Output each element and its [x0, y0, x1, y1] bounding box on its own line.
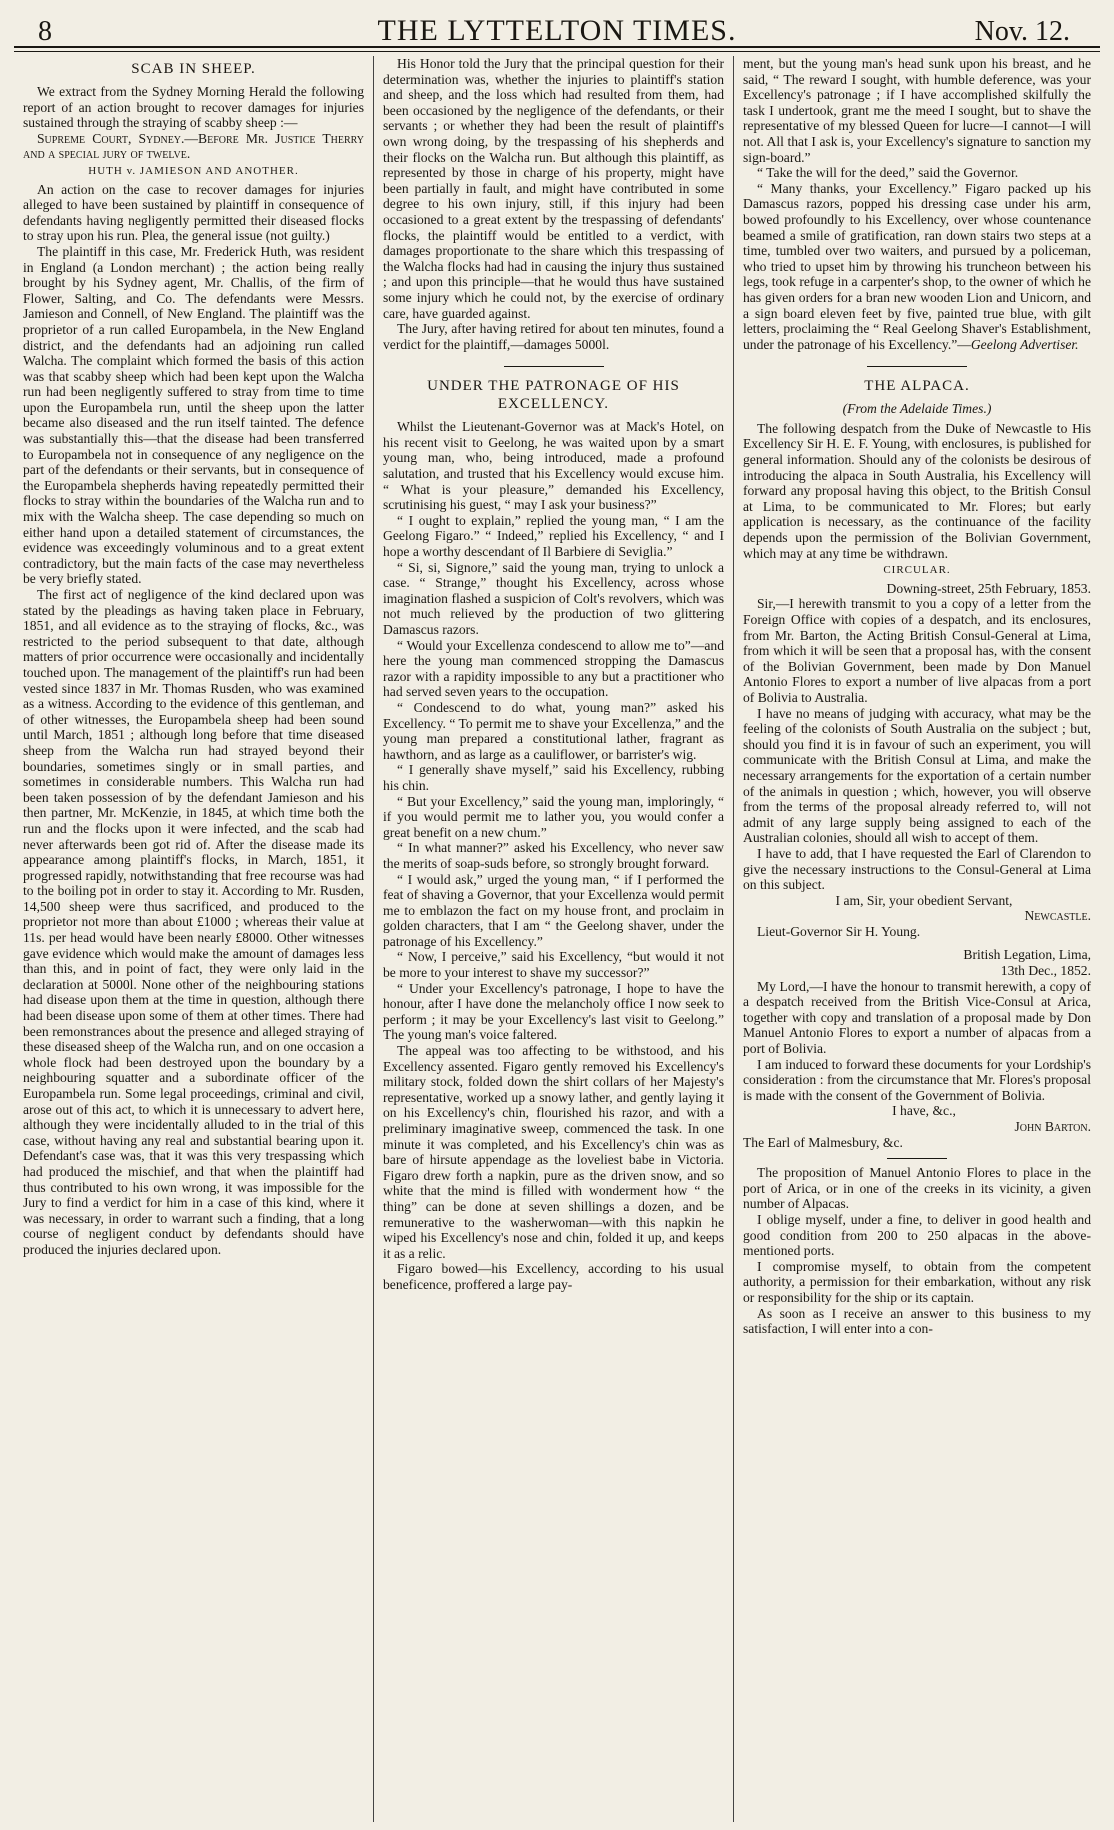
article-paragraph: An action on the case to recover damages for injuries alleged to have been sustained by plaintiff in consequence of defendants having negligently permitted their diseased flocks to stray upon his run. Plea, the general issue (not guilty.): [23, 181, 364, 244]
article-paragraph: Figaro bowed—his Excellency, according to his usual beneficence, proffered a large pay-: [383, 1261, 724, 1292]
article-paragraph: “ Now, I perceive,” said his Excellency, “but would it not be more to your interest to shave my successor?”: [383, 949, 724, 981]
addressee: The Earl of Malmesbury, &c.: [743, 1134, 903, 1150]
columns: [14, 56, 1100, 1822]
article-paragraph: The Jury, after having retired for about ten minutes, found a verdict for the plaintiff,—damages 5000l.: [383, 321, 724, 352]
article-paragraph: The plaintiff in this case, Mr. Frederick Huth, was resident in England (a London merchant) ; the action being really brought by his Sydney agent, Mr. Challis, of the firm of Flower, Salting, and Co. The defendants were Messrs. Jamieson and Connell, of New England. The plaintiff was the proprietor of a run called Europambela, in the New England district, and the defendants had an adjoining run called Walcha. The complaint which formed the basis of this action was that scabby sheep which had been kept upon the Walcha run had been negligently suffered to stray from time to time upon the Europambela run, until the sheep upon the latter became also diseased and the run itself tainted. The defence was substantially this—that the disease had been transferred to Europambela not in consequence of any negligence on the part of the defendants or their servants, but in consequence of the Europambela shepherds having repeatedly permitted their flocks to stray within the boundaries of the Walcha run and to mix with the Walcha sheep. The case depending so much on either hand upon a detailed statement of circumstances, the evidence was exceedingly voluminous and to a great extent contradictory, but the main facts of the case may nevertheless be very briefly stated.: [23, 243, 364, 587]
article-paragraph: The appeal was too affecting to be withstood, and his Excellency assented. Figaro gently removed his Excellency's military stock, folded down the shirt collars of her Majesty's representative, worked up a snowy lather, and gently laying it on his Excellency's chin, flourished his razor, and with a preliminary imaginative sweep, commenced the task. In one minute it was completed, and his Excellency's chin was as bare of hirsute appendage as the loveliest babe in Victoria. Figaro drew forth a napkin, pure as the driven snow, and so white that the mind is filled with wonderment how “ the thing” can be done at seven shillings a dozen, and be remunerative to the washerwoman—with this napkin he wiped his Excellency's nose and chin, folded it up, and keeps it as a relic.: [383, 1043, 724, 1261]
article-paragraph: “ I generally shave myself,” said his Excellency, rubbing his chin.: [383, 762, 724, 793]
section-divider: [867, 366, 967, 367]
article-intro: We extract from the Sydney Morning Herald the following report of an action brought to recover damages for injuries sustained through the straying of scabby sheep :—: [23, 84, 364, 131]
column-2: [374, 56, 734, 1822]
section-divider: [887, 1158, 947, 1159]
headline-alpaca: THE ALPACA.: [864, 378, 970, 395]
headline-scab-in-sheep: SCAB IN SHEEP.: [131, 61, 256, 77]
article-paragraph: “ Condescend to do what, young man?” asked his Excellency. “ To permit me to shave your Excellenza,” and the young man prepared a constitutional lather, fragrant as hawthorn, and as large as a cauliflower, or barrister's wig.: [383, 699, 724, 762]
issue-date: Nov. 12.: [974, 16, 1070, 47]
headline-patronage: UNDER THE PATRONAGE OF HIS EXCELLENCY.: [427, 378, 680, 413]
source-credit: Geelong Advertiser.: [970, 336, 1079, 352]
signature: John Barton.: [1014, 1119, 1091, 1134]
article-paragraph: “ I would ask,” urged the young man, “ if I performed the feat of shaving a Governor, that your Excellenza would permit me to emblazon the fact on my house front, and proclaim in golden characters, that I am “ the Geelong shaver, under the patronage of his Excellency.”: [383, 871, 724, 949]
section-divider: [504, 366, 604, 367]
dateline-place: British Legation, Lima,: [963, 947, 1091, 963]
article-paragraph: “ Would your Excellenza condescend to allow me to”—and here the young man commenced stropping the Damascus razor with a rapidity impossible to any but a practitioner who had served seven years to the occupation.: [383, 637, 724, 700]
addressee: Lieut-Governor Sir H. Young.: [757, 923, 921, 939]
dateline: Downing-street, 25th February, 1853.: [886, 580, 1091, 596]
article-paragraph: ment, but the young man's head sunk upon his breast, and he said, “ The reward I sought, with humble deference, was your Excellency's patronage ; if I have accomplished skilfully the task I undertook, grant me the meed I sought, but to shave the representative of my blessed Queen for lucre—I cannot—I will not. All that I ask is, your Excellency's signature to sanction my sign-board.”: [743, 56, 1091, 165]
letter-paragraph: I have no means of judging with accuracy, what may be the feeling of the colonists of South Australia on the subject ; but, should you find it is in favour of such an experiment, you will communicate with the British Consul at Lima, and make the necessary arrangements for the exportation of a certain number of the animals in question ; which, however, you will observe from the terms of the proposal already referred to, will not admit of any large supply being assigned to each of the Australian colonies, should all wish to accept of them.: [743, 705, 1091, 846]
letter-closing: I have, &c.,: [892, 1103, 956, 1119]
spacer: [743, 939, 1091, 947]
letter-paragraph: I am induced to forward these documents for your Lordship's consideration : from the circumstance that Mr. Flores's proposal is made with the consent of the Government of Bolivia.: [743, 1056, 1091, 1103]
letter-closing: I am, Sir, your obedient Servant,: [835, 892, 1013, 908]
masthead: [14, 10, 1100, 48]
newspaper-title: THE LYTTELTON TIMES.: [377, 14, 737, 47]
letter-paragraph: My Lord,—I have the honour to transmit herewith, a copy of a despatch received from the British Vice-Consul at Arica, together with copy and translation of a proposal made by Don Manuel Antonio Flores to export a number of alpacas from a port of Bolivia.: [743, 978, 1091, 1057]
case-title: HUTH v. JAMIESON AND ANOTHER.: [88, 164, 299, 177]
proposal-paragraph: I oblige myself, under a fine, to deliver in good health and good condition from 200 to 250 alpacas in the above-mentioned ports.: [743, 1211, 1091, 1259]
article-paragraph: [743, 181, 1091, 353]
letter-paragraph: Sir,—I herewith transmit to you a copy of a letter from the Foreign Office with copies of a despatch, and its enclosures, from Mr. Barton, the Acting British Consul-General at Lima, from which it will be seen that a proposal has, with the consent of the Bolivian Government, been made by Don Manuel Antonio Flores to export a number of live alpacas from a port of Bolivia to Australia.: [743, 596, 1091, 705]
signature: Newcastle.: [1024, 908, 1091, 924]
letter-paragraph: I have to add, that I have requested the Earl of Clarendon to give the necessary instructions to the Consul-General at Lima on this subject.: [743, 845, 1091, 893]
article-paragraph: The following despatch from the Duke of Newcastle to His Excellency Sir H. E. F. Young, with enclosures, is published for general information. Should any of the colonists be desirous of introducing the alpaca in South Australia, his Excellency will forward any proposal having this object, to the British Consul at Lima, to be communicated to Mr. Flores; but early application is necessary, as the continuance of the facility depends upon the permission of the Bolivian Government, which may at any time be withdrawn.: [743, 420, 1091, 561]
article-paragraph: The first act of negligence of the kind declared upon was stated by the pleadings as having taken place in February, 1851, and all evidence as to the straying of flocks, &c., was restricted to the period subsequent to that date, although matters of prior occurrence were occasionally and incidentally touched upon. The management of the plaintiff's run had been vested since 1837 in Mr. Thomas Rusden, who was examined as a witness. According to the evidence of this gentleman, and of other witnesses, the Europambela sheep had been sound until March, 1851 ; although long before that time diseased sheep from the Walcha run had strayed beyond their boundaries, sometimes singly or in small parties, and sometimes in considerable numbers. This Walcha run had been taken possession of by the defendant Jamieson and his then partner, Mr. McKenzie, in 1845, at which time both the run and the flocks upon it were infected, and the scab had never afterwards been got rid of. After the disease made its appearance among plaintiff's flocks, in March, 1851, it progressed rapidly, notwithstanding that free recourse was had to the boiling pot in order to stay it. According to Mr. Rusden, 14,500 sheep were thus sacrificed, and produced to the proprietor not more than about £1000 ; whereas their value at 11s. per head would have been nearly £8000. Other witnesses gave evidence which would make the amount of damages less than this, and in point of fact, they were only laid in the declaration at 5000l. None other of the neighbouring stations had disease upon them at the time in question, although there had been disease upon some of them at other times. There had been remonstrances about the presence and alleged straying of these diseased sheep of the Walcha run, and on one occasion a whole flock had been destroyed upon the boundary by a neighbouring squatter and a subordinate officer of the Europambela run. Some legal proceedings, criminal and civil, arose out of this act, to which it is unnecessary to advert here, although they were incidentally alluded to in the trial of this case, without having any real and substantial bearing upon it. Defendant's case was, that it was this very trespassing which had produced the mischief, and that when the plaintiff had thus contributed to his own wrong, it was impossible for the Jury to find a verdict for him in a case of this kind, where it was necessary, in order to warrant such a finding, that a long course of negligent conduct by defendants should have produced the injuries declared upon.: [23, 587, 364, 1257]
article-paragraph: “ Under your Excellency's patronage, I hope to have the honour, after I have done the melancholy office I now seek to perform ; it may be your Excellency's last visit to Geelong.” The young man's voice faltered.: [383, 980, 724, 1043]
article-paragraph: “ In what manner?” asked his Excellency, who never saw the merits of soap-suds before, so strongly brought forward.: [383, 840, 724, 871]
article-paragraph: “ I ought to explain,” replied the young man, “ I am the Geelong Figaro.” “ Indeed,” replied his Excellency, “ and I hope a worthy descendant of Il Barbiere di Seviglia.”: [383, 512, 724, 560]
column-1: [14, 56, 374, 1822]
circular-heading: CIRCULAR.: [883, 564, 951, 577]
page-number: 8: [38, 16, 52, 47]
paragraph-text: “ Many thanks, your Excellency.” Figaro packed up his Damascus razors, popped his dressing case under his arm, bowed profoundly to his Excellency, over whose countenance beamed a smile of gratification, ran down stairs two steps at a time, tumbled over two waiters, and pursued by a policeman, who tried to upset him by throwing his truncheon between his legs, took refuge in a carpenter's shop, to the owner of which he has given orders for a bran new wooden Lion and Unicorn, and a sign board eleven feet by five, painted true blue, with gilt letters, proclaiming the “ Real Geelong Shaver's Establishment, under the patronage of his Excellency.”—: [743, 180, 1091, 352]
article-paragraph: His Honor told the Jury that the principal question for their determination was, whether the injuries to plaintiff's station and sheep, and the loss which had resulted from them, had been occasioned by the negligence of the defendants, or their servants ; or whether they had been the result of plaintiff's own wrong doing, by the trespassing of his shepherds and their flocks on the Walcha run. But although this plaintiff, as represented by those in charge of his property, might have been partially in fault, and might have contributed in some degree to his own injury, still, if this injury had been occasioned to a great extent by the trespassing of defendants' flocks, the plaintiff would be entitled to a verdict, with damages proportionate to the share which this trespassing of the Walcha flocks had had in causing the injury thus sustained ; and upon this principle—that he would thus have sustained some injury which he could not, by the exercise of ordinary care, have guarded against.: [383, 56, 724, 321]
article-paragraph: “ Take the will for the deed,” said the Governor.: [757, 165, 1019, 181]
dateline: 13th Dec., 1852.: [1000, 963, 1091, 979]
article-paragraph: “ Si, si, Signore,” said the young man, trying to unlock a case. “ Strange,” thought his Excellency, across whose imagination flashed a suspicion of Colt's revolvers, which was not much relieved by the production of two glittering Damascus razors.: [383, 559, 724, 637]
proposal-paragraph: The proposition of Manuel Antonio Flores to place in the port of Arica, or in one of the creeks in its vicinity, a given number of Alpacas.: [743, 1165, 1091, 1212]
proposal-paragraph: I compromise myself, to obtain from the competent authority, a permission for their embarkation, without any risk or responsibility for the ship or its captain.: [743, 1258, 1091, 1305]
court-line: Supreme Court, Sydney.—Before Mr. Justice Therry and a special jury of twelve.: [23, 130, 364, 162]
masthead-rule: [14, 51, 1100, 52]
article-paragraph: “ But your Excellency,” said the young man, imploringly, “ if you would permit me to lather you, you would confer a great benefit on a new chum.”: [383, 793, 724, 840]
article-paragraph: Whilst the Lieutenant-Governor was at Mack's Hotel, on his recent visit to Geelong, he was waited upon by a smart young man, who, being introduced, made a profound salutation, and trusted that his Excellency would excuse him. “ What is your pleasure,” demanded his Excellency, scrutinising his guest, “ may I ask your business?”: [383, 419, 724, 513]
proposal-paragraph: As soon as I receive an answer to this business to my satisfaction, I will enter into a con-: [743, 1305, 1091, 1337]
column-3: [734, 56, 1100, 1822]
source-line: (From the Adelaide Times.): [842, 401, 992, 417]
